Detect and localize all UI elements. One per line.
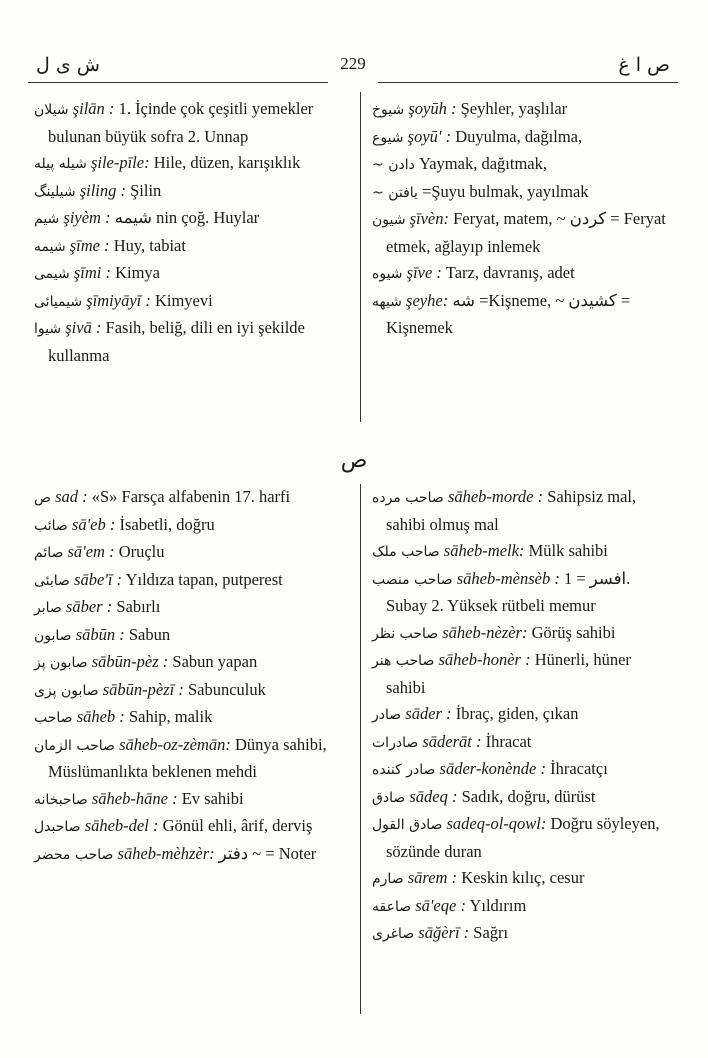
- entry-headword: şilān :: [72, 99, 115, 118]
- entry-headword: sadeq-ol-qowl:: [446, 814, 547, 833]
- entry-headword: sāheb-morde :: [447, 487, 544, 506]
- entry-definition: Tarz, davranış, adet: [445, 263, 575, 282]
- top-left-column: [34, 96, 352, 369]
- entry-arabic-script: صارم: [372, 871, 404, 887]
- dictionary-entry: [372, 784, 674, 812]
- entry-headword: şiyèm :: [63, 208, 111, 227]
- entry-definition: Oruçlu: [118, 542, 165, 561]
- entry-arabic-script: صادق القول: [372, 817, 443, 833]
- entry-definition: Kimya: [115, 263, 161, 282]
- entry-definition: شه =Kişneme, ~ کشیدن = Kişnemek: [386, 290, 631, 337]
- dictionary-entry: [34, 150, 352, 178]
- entry-arabic-script: صادرات: [372, 734, 419, 751]
- dictionary-entry: [372, 893, 674, 921]
- entry-definition: Hünerli, hüner sahibi: [386, 650, 631, 697]
- header-left-letters: ش ی ل: [36, 54, 100, 76]
- dictionary-entry: [34, 704, 352, 732]
- entry-headword: sā'em :: [67, 542, 115, 561]
- entry-arabic-script: صاحب نظر: [372, 625, 439, 642]
- section-letter: ص: [340, 448, 368, 473]
- entry-arabic-script: صابون پز: [34, 655, 88, 671]
- entry-definition: Sabırlı: [116, 597, 161, 616]
- dictionary-entry: [372, 620, 674, 648]
- entry-headword: şīvèn:: [409, 209, 449, 228]
- entry-definition: İbraç, giden, çıkan: [455, 704, 579, 723]
- entry-headword: sāheb-oz-zèmān:: [119, 734, 231, 754]
- entry-arabic-script: صائم: [34, 545, 64, 561]
- entry-arabic-script: صاحبخانه: [34, 791, 88, 808]
- dictionary-entry: [34, 786, 352, 814]
- entry-arabic-script: شیمی: [34, 266, 70, 282]
- entry-arabic-script: شیم: [34, 211, 60, 227]
- entry-definition: Yaymak, dağıtmak,: [418, 154, 547, 173]
- header-right-letters: ص ا غ: [618, 54, 670, 76]
- bottom-left-column: [34, 484, 352, 868]
- dictionary-entry: [34, 484, 352, 512]
- entry-arabic-script: صاحب منصب: [372, 571, 453, 588]
- entry-arabic-script: شیلان: [34, 102, 69, 118]
- dictionary-entry: [34, 512, 352, 540]
- entry-definition: Hile, düzen, karışıklık: [153, 153, 301, 172]
- dictionary-entry: [372, 206, 674, 260]
- dictionary-entry: [372, 865, 674, 893]
- dictionary-entry: [372, 811, 674, 865]
- entry-arabic-script: صاحبدل: [34, 819, 81, 835]
- dictionary-entry: [34, 288, 352, 316]
- entry-definition: Ev sahibi: [181, 788, 244, 808]
- dictionary-entry: [372, 179, 674, 207]
- entry-arabic-script: صاحب هنر: [372, 653, 435, 669]
- entry-definition: Dünya sahibi, Müslümanlıkta beklenen mehdi: [48, 734, 327, 781]
- entry-headword: sāheb-mènsèb :: [456, 568, 560, 588]
- entry-definition: Kimyevi: [154, 290, 213, 310]
- entry-arabic-script: صابون: [34, 627, 72, 644]
- entry-arabic-script: صاعقه: [372, 898, 412, 915]
- entry-headword: sā'eb :: [71, 514, 116, 534]
- entry-arabic-script: صاغری: [372, 926, 415, 942]
- entry-arabic-script: صائب: [34, 517, 68, 534]
- dictionary-entry: [372, 151, 674, 179]
- entry-headword: şīmi :: [73, 263, 111, 282]
- entry-arabic-script: صاحب الزمان: [34, 737, 115, 754]
- entry-definition: İhracat: [485, 731, 532, 751]
- entry-definition: Feryat, matem, ~ کردن = Feryat etmek, ağlayıp inlemek: [386, 209, 666, 256]
- entry-arabic-script: شیوا: [34, 321, 62, 337]
- header-rule-left: [28, 82, 328, 83]
- entry-headword: sāğèrī :: [418, 923, 470, 942]
- entry-arabic-script: صاحب مرده: [372, 490, 444, 506]
- entry-definition: 1. İçinde çok çeşitli yemekler bulunan büyük sofra 2. Unnap: [48, 99, 314, 146]
- entry-arabic-script: شیلینگ: [34, 183, 76, 200]
- entry-definition: Şilin: [130, 180, 162, 200]
- dictionary-entry: [34, 178, 352, 206]
- entry-definition: Yıldıza tapan, putperest: [125, 569, 283, 589]
- entry-headword: şoyū' :: [407, 126, 452, 146]
- entry-headword: sad :: [55, 487, 88, 506]
- dictionary-entry: [372, 124, 674, 152]
- entry-definition: Sabunculuk: [187, 679, 266, 699]
- entry-definition: Doğru söyleyen, sözünde duran: [386, 814, 660, 861]
- entry-headword: sābūn-pèz :: [91, 652, 169, 671]
- header-rule-right: [378, 82, 678, 83]
- entry-definition: Sabun yapan: [172, 652, 258, 671]
- entry-arabic-script: ص: [34, 490, 51, 506]
- entry-definition: Gönül ehli, ârif, derviş: [162, 816, 313, 835]
- entry-headword: sāder :: [405, 704, 452, 723]
- dictionary-entry: [34, 813, 352, 841]
- dictionary-entry: [372, 96, 674, 124]
- entry-arabic-script: شیهه: [372, 293, 402, 310]
- dictionary-entry: [372, 566, 674, 620]
- dictionary-entry: [372, 756, 674, 784]
- entry-headword: sārem :: [407, 868, 458, 887]
- dictionary-entry: [372, 260, 674, 288]
- page-header: [28, 50, 678, 86]
- dictionary-entry: [372, 288, 674, 342]
- entry-headword: sāheb-del :: [84, 816, 159, 835]
- dictionary-entry: [34, 233, 352, 261]
- entry-definition: افسر = 1. Subay 2. Yüksek rütbeli memur: [386, 568, 631, 615]
- entry-headword: sāder-konènde :: [439, 759, 546, 778]
- entry-definition: Yıldırım: [469, 895, 527, 915]
- entry-definition: Keskin kılıç, cesur: [461, 868, 585, 887]
- entry-arabic-script: ~ یافتن: [372, 184, 418, 201]
- dictionary-entry: [34, 315, 352, 369]
- entry-arabic-script: شیوه: [372, 266, 403, 282]
- dictionary-entry: [34, 732, 352, 786]
- entry-definition: شیمه nin çoğ. Huylar: [114, 208, 260, 227]
- entry-headword: şīve :: [406, 263, 442, 282]
- entry-headword: şivā :: [65, 318, 102, 337]
- entry-definition: «S» Farsça alfabenin 17. harfi: [91, 487, 291, 506]
- entry-definition: Duyulma, dağılma,: [455, 126, 583, 146]
- entry-arabic-script: صاحب: [34, 710, 73, 726]
- entry-arabic-script: شیله پیله: [34, 156, 87, 172]
- dictionary-entry: [34, 649, 352, 677]
- entry-definition: İsabetli, doğru: [119, 514, 215, 534]
- entry-headword: şeyhe:: [406, 290, 449, 310]
- entry-arabic-script: صابر: [34, 600, 62, 616]
- dictionary-entry: [34, 539, 352, 567]
- entry-definition: دفتر ~ = Noter: [218, 843, 317, 863]
- entry-definition: Şeyhler, yaşlılar: [460, 99, 568, 118]
- page-number: 229: [340, 54, 366, 73]
- entry-definition: Sahipsiz mal, sahibi olmuş mal: [386, 487, 637, 534]
- entry-headword: şile-pīle:: [90, 153, 150, 172]
- dictionary-entry: [372, 920, 674, 948]
- dictionary-entry: [372, 538, 674, 566]
- top-right-column: [372, 96, 674, 342]
- entry-definition: Sadık, doğru, dürüst: [461, 786, 596, 806]
- entry-definition: Mülk sahibi: [528, 541, 608, 560]
- entry-headword: şoyūh :: [408, 99, 457, 118]
- entry-arabic-script: شیمیائی: [34, 293, 83, 310]
- entry-headword: şīmiyāyī :: [86, 290, 151, 310]
- dictionary-entry: [34, 96, 352, 150]
- entry-arabic-script: صاحب ملک: [372, 544, 440, 560]
- entry-headword: şīme :: [69, 235, 110, 255]
- dictionary-entry: [372, 701, 674, 729]
- entry-headword: sāderāt :: [422, 731, 482, 751]
- entry-headword: sābūn :: [75, 624, 125, 644]
- entry-arabic-script: شیوخ: [372, 102, 405, 118]
- entry-arabic-script: شیمه: [34, 238, 66, 255]
- entry-definition: Sahip, malik: [128, 707, 213, 726]
- dictionary-entry: [34, 841, 352, 869]
- entry-arabic-script: صابون پزی: [34, 682, 99, 699]
- dictionary-entry: [34, 594, 352, 622]
- entry-arabic-script: شیوع: [372, 129, 404, 146]
- entry-arabic-script: صادر کننده: [372, 762, 436, 778]
- dictionary-entry: [34, 677, 352, 705]
- entry-definition: Huy, tabiat: [113, 235, 186, 255]
- entry-arabic-script: صادق: [372, 789, 406, 806]
- dictionary-entry: [34, 260, 352, 288]
- entry-headword: sādeq :: [409, 786, 458, 806]
- entry-headword: sābe'ī :: [74, 569, 123, 589]
- column-divider-top: [360, 92, 361, 422]
- entry-headword: sāheb-melk:: [443, 541, 525, 560]
- entry-definition: Sağrı: [473, 923, 509, 942]
- column-divider-bottom: [360, 484, 361, 1014]
- entry-definition: Görüş sahibi: [531, 622, 616, 642]
- entry-headword: sā'eqe :: [415, 895, 466, 915]
- entry-headword: sāheb-mèhzèr:: [117, 843, 215, 863]
- entry-arabic-script: صادر: [372, 707, 402, 723]
- dictionary-entry: [372, 647, 674, 701]
- entry-headword: sāheb-nèzèr:: [442, 622, 528, 642]
- dictionary-entry: [372, 484, 674, 538]
- entry-arabic-script: صاحب محضر: [34, 846, 114, 863]
- entry-headword: sāheb :: [76, 707, 125, 726]
- entry-headword: sābūn-pèzī :: [102, 679, 184, 699]
- entry-arabic-script: ~ دادن: [372, 157, 415, 173]
- entry-headword: şiling :: [79, 180, 126, 200]
- entry-headword: sāheb-hāne :: [91, 788, 178, 808]
- entry-headword: sāber :: [65, 597, 113, 616]
- entry-definition: İhracatçı: [550, 759, 608, 778]
- entry-arabic-script: شیون: [372, 212, 406, 228]
- entry-headword: sāheb-honèr :: [438, 650, 531, 669]
- dictionary-entry: [372, 729, 674, 757]
- entry-definition: =Şuyu bulmak, yayılmak: [422, 181, 589, 201]
- dictionary-entry: [34, 622, 352, 650]
- dictionary-entry: [34, 205, 352, 233]
- bottom-right-column: [372, 484, 674, 948]
- entry-definition: Fasih, beliğ, dili en iyi şekilde kullanma: [48, 318, 305, 365]
- entry-arabic-script: صابئی: [34, 572, 70, 589]
- dictionary-entry: [34, 567, 352, 595]
- entry-definition: Sabun: [128, 624, 171, 644]
